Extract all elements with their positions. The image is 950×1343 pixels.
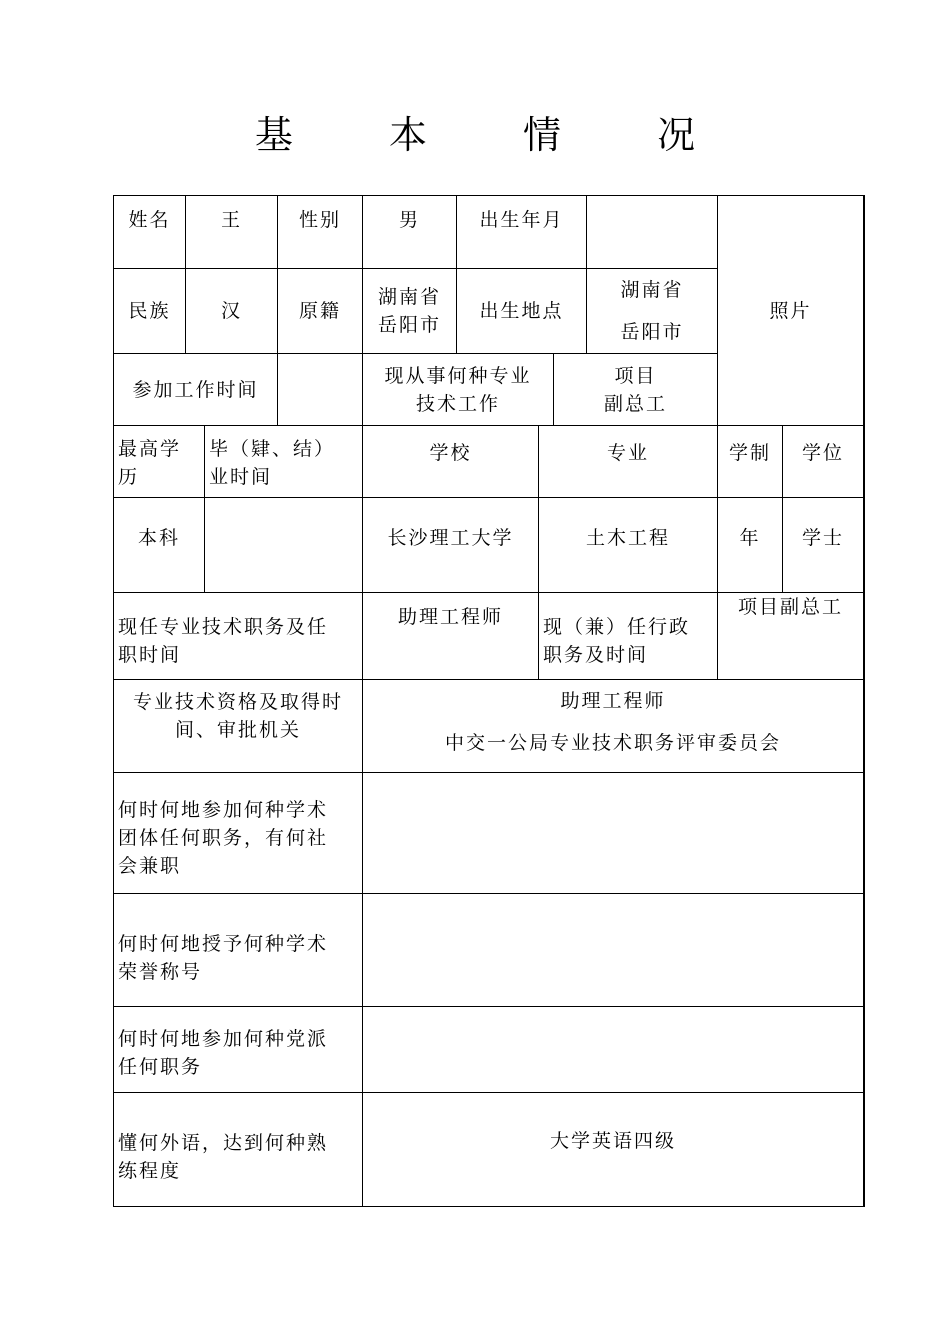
graduation-time-value: [205, 498, 362, 578]
birthplace-label: 出生地点: [479, 300, 564, 322]
education-value: 本科: [137, 527, 180, 549]
native-place-value: [363, 269, 456, 353]
academic-group-value: [363, 773, 863, 893]
specialty-label: [363, 354, 553, 425]
gender-label: 性别: [298, 209, 341, 231]
duration-label: 学制: [728, 442, 771, 464]
honor-value: [363, 894, 863, 1006]
education-label-line-2: 历: [118, 465, 140, 488]
party-label-line-1: 何时何地参加何种党派: [118, 1027, 329, 1050]
birth-date-label: 出生年月: [479, 209, 564, 231]
native-place-line-1: 湖南省: [377, 286, 441, 308]
graduation-label-line-2: 业时间: [209, 465, 273, 488]
gender-value: 男: [398, 209, 420, 231]
education-label-line-1: 最高学: [118, 437, 182, 460]
honor-label-line-2: 荣誉称号: [118, 961, 203, 983]
specialty-label-line-1: 现从事何种专业: [384, 364, 532, 387]
admin-post-value: 项目副总工: [737, 596, 843, 618]
birth-date-value: [587, 196, 717, 268]
photo-placeholder: 照片: [769, 299, 812, 322]
language-value: 大学英语四级: [549, 1130, 676, 1152]
admin-post-label: [539, 593, 717, 679]
native-place-line-2: 岳阳市: [377, 314, 441, 336]
duration-value: 年: [739, 527, 761, 549]
tech-post-label: [114, 593, 362, 679]
name-label: 姓名: [128, 209, 171, 231]
work-start-value: [278, 354, 362, 425]
education-label: [114, 426, 204, 497]
tech-post-label-line-1: 现任专业技术职务及任: [118, 616, 329, 638]
language-label-line-1: 懂何外语，达到何种熟: [118, 1131, 329, 1154]
ethnic-label: 民族: [128, 300, 171, 322]
ethnic-value: 汉: [220, 300, 242, 322]
qualification-label-line-2: 间、审批机关: [174, 719, 301, 741]
party-value: [363, 1007, 863, 1092]
language-label-line-2: 练程度: [118, 1159, 182, 1182]
birthplace-line-1: 湖南省: [620, 279, 684, 301]
language-label: [114, 1093, 362, 1206]
honor-label-line-1: 何时何地授予何种学术: [118, 933, 329, 955]
work-start-label: 参加工作时间: [132, 378, 259, 401]
native-place-label: 原籍: [298, 300, 341, 322]
degree-label: 学位: [801, 442, 844, 464]
academic-group-label: [114, 773, 362, 893]
specialty-value-line-1: 项目: [614, 364, 657, 387]
specialty-value: [554, 354, 717, 425]
academic-label-line-1: 何时何地参加何种学术: [118, 799, 329, 821]
party-label: [114, 1007, 362, 1092]
school-value: 长沙理工大学: [387, 527, 514, 549]
specialty-value-line-2: 副总工: [603, 392, 667, 415]
degree-value: 学士: [801, 527, 844, 549]
admin-post-label-line-1: 现（兼）任行政: [543, 616, 691, 638]
birthplace-line-2: 岳阳市: [620, 321, 684, 343]
specialty-label-line-2: 技术工作: [415, 392, 500, 415]
graduation-time-label: [205, 426, 362, 497]
major-label: 专业: [606, 442, 649, 464]
name-value: 王: [220, 209, 242, 231]
school-label: 学校: [429, 442, 472, 464]
academic-label-line-2: 团体任何职务，有何社: [118, 827, 329, 849]
graduation-label-line-1: 毕（肄、结）: [209, 437, 336, 460]
tech-post-label-line-2: 职时间: [118, 644, 182, 666]
major-value: 土木工程: [585, 527, 670, 549]
qualification-value-line-2: 中交一公局专业技术职务评审委员会: [444, 732, 781, 754]
admin-post-label-line-2: 职务及时间: [543, 644, 649, 666]
honor-label: [114, 894, 362, 1006]
tech-post-value: 助理工程师: [397, 606, 503, 628]
party-label-line-2: 任何职务: [118, 1055, 203, 1078]
academic-label-line-3: 会兼职: [118, 855, 182, 877]
qualification-value-line-1: 助理工程师: [560, 690, 666, 712]
page-title: 基 本 情 况: [254, 113, 738, 157]
qualification-label-line-1: 专业技术资格及取得时: [132, 691, 343, 713]
qualification-label: [114, 680, 362, 772]
qualification-value: [363, 680, 863, 772]
birthplace-value: [587, 269, 717, 353]
basic-info-table: [113, 195, 865, 1207]
